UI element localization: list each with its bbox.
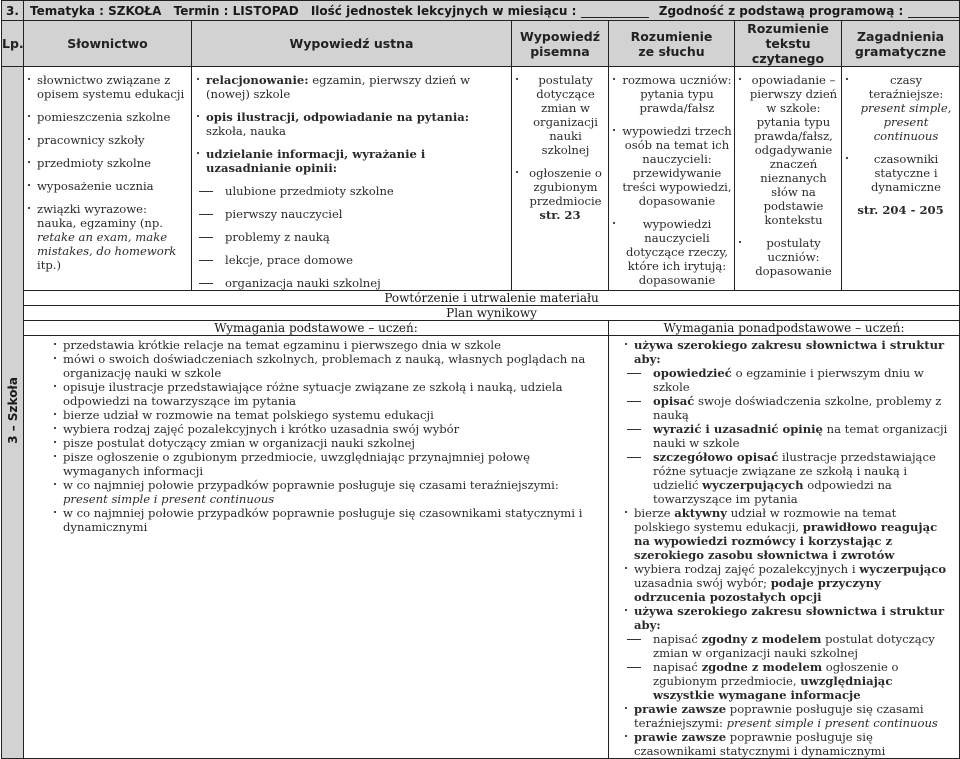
- basic-tense-names: present simple i present continuous: [63, 492, 274, 506]
- vocab-collocation-examples: retake an exam, make mistakes, do homework: [37, 230, 176, 258]
- advanced-subitem: [623, 450, 955, 506]
- header-number: 3.: [2, 1, 24, 21]
- basic-tense-text: w co najmniej połowie przypadków poprawnie posługuje się czasami teraźniejszymi:: [63, 478, 559, 492]
- advanced-emphasis: opisać: [653, 394, 694, 408]
- advanced-text: ilustracje przedstawiające różne sytuacje związane ze szkołą i nauką i udzielić: [653, 450, 936, 492]
- reading-item: · postulaty uczniów: dopasowanie: [737, 236, 839, 278]
- col-vocabulary: Słownictwo: [24, 21, 192, 67]
- oral-text: egzamin, pierwszy dzień w (nowej) szkole: [206, 73, 470, 101]
- vocab-collocation-end: itp.): [37, 258, 61, 272]
- oral-item: [195, 73, 507, 101]
- grammar-page-ref: str. 204 - 205: [844, 203, 957, 217]
- advanced-text: napisać: [653, 632, 698, 646]
- advanced-subitem: [623, 660, 955, 702]
- vocab-collocations: związki wyrazowe: nauka, egzaminy (np.: [37, 202, 163, 230]
- advanced-subitem: [623, 422, 955, 450]
- written-item: · postulaty dotyczące zmian w organizacji nauki szkolnej: [514, 73, 606, 157]
- advanced-item: [623, 562, 955, 604]
- grammar-item: [844, 73, 957, 143]
- col-written-line2: pisemna: [530, 44, 590, 59]
- column-header-row: [2, 21, 960, 67]
- oral-subitem: lekcje, prace domowe: [195, 253, 507, 267]
- advanced-text: ogłoszenie o zgubionym przedmiocie,: [653, 660, 899, 688]
- col-grammar-line1: Zagadnienia: [857, 29, 944, 44]
- col-oral: Wypowiedź ustna: [192, 21, 512, 67]
- grammar-cell: [842, 67, 960, 291]
- advanced-text: udział w rozmowie na temat polskiego systemu edukacji,: [634, 506, 896, 534]
- curriculum-table: [1, 0, 960, 759]
- advanced-emphasis: szczegółowo opisać: [653, 450, 778, 464]
- advanced-text: swoje doświadczenia szkolne, problemy z nauką: [653, 394, 941, 422]
- header-compliance-blank: [908, 5, 960, 18]
- plan-row: [2, 306, 960, 321]
- advanced-emphasis: zgodne z modelem: [702, 660, 823, 674]
- listening-item: · rozmowa uczniów: pytania typu prawda/fałsz: [611, 73, 732, 115]
- advanced-emphasis: opowiedzieć: [653, 366, 732, 380]
- side-label: 3 – Szkoła: [6, 377, 20, 444]
- oral-subitem: pierwszy nauczyciel: [195, 207, 507, 221]
- grammar-item: · czasowniki statyczne i dynamiczne: [844, 152, 957, 194]
- advanced-text: wybiera rodzaj zajęć pozalekcyjnych i: [634, 562, 856, 576]
- advanced-emphasis: podaje przyczyny odrzucenia pozostałych opcji: [634, 576, 881, 604]
- basic-item: · mówi o swoich doświadczeniach szkolnych, problemach z nauką, własnych poglądach na organizację nauki w szkole: [52, 352, 604, 380]
- basic-item: · w co najmniej połowie przypadków poprawnie posługuje się czasownikami statycznymi i dynamicznymi: [52, 506, 604, 534]
- vocab-item: [26, 202, 187, 272]
- oral-label: relacjonowanie:: [206, 73, 309, 87]
- col-reading-line2: tekstu czytanego: [752, 36, 824, 66]
- basic-heading: Wymagania podstawowe – uczeń:: [24, 321, 609, 336]
- oral-item: · udzielanie informacji, wyrażanie i uzasadnianie opinii:: [195, 147, 507, 175]
- basic-item: · bierze udział w rozmowie na temat polskiego systemu edukacji: [52, 408, 604, 422]
- review-label: Powtórzenie i utrwalenie materiału: [24, 291, 960, 306]
- header-compliance: Zgodność z podstawą programową :: [659, 4, 904, 18]
- advanced-emphasis: uwzględniając wszystkie wymagane informacje: [653, 674, 892, 702]
- written-item: · ogłoszenie o zgubionym przedmiocie: [514, 166, 606, 208]
- col-listening-line1: Rozumienie: [631, 29, 713, 44]
- advanced-text: napisać: [653, 660, 698, 674]
- vocab-item: · pracownicy szkoły: [26, 133, 187, 147]
- listening-cell: [609, 67, 735, 291]
- advanced-text: o egzaminie i pierwszym dniu w szkole: [653, 366, 924, 394]
- advanced-item: · używa szerokiego zakresu słownictwa i struktur aby:: [623, 338, 955, 366]
- advanced-item: [623, 506, 955, 562]
- listening-item: · wypowiedzi trzech osób na temat ich nauczycieli: przewidywanie treści wypowiedzi, dopasowanie: [611, 124, 732, 208]
- oral-text: szkoła, nauka: [206, 124, 286, 138]
- oral-label: opis ilustracji, odpowiadanie na pytania:: [206, 110, 469, 124]
- oral-subitem: organizacja nauki szkolnej: [195, 276, 507, 290]
- advanced-text: bierze: [634, 506, 671, 520]
- advanced-emphasis: wyczerpująco: [859, 562, 946, 576]
- advanced-emphasis: prawidłowo reagując na wypowiedzi rozmówcy i korzystając z szerokiego zasobu słownictwa i zwrotów: [634, 520, 937, 562]
- reading-cell: [735, 67, 842, 291]
- col-written-line1: Wypowiedź: [520, 29, 600, 44]
- col-reading-line1: Rozumienie: [747, 21, 829, 36]
- basic-item: · przedstawia krótkie relacje na temat egzaminu i pierwszego dnia w szkole: [52, 338, 604, 352]
- reading-item: · opowiadanie – pierwszy dzień w szkole: pytania typu prawda/fałsz, odgadywanie znaczeń nieznanych słów na podstawie kontekstu: [737, 73, 839, 227]
- advanced-tense-names: present simple i present continuous: [727, 716, 938, 730]
- advanced-item: [623, 702, 955, 730]
- col-listening-line2: ze słuchu: [638, 44, 704, 59]
- basic-item: [52, 478, 604, 506]
- col-written: [512, 21, 609, 67]
- advanced-requirements-cell: [609, 336, 960, 759]
- col-grammar: [842, 21, 960, 67]
- written-page-ref: str. 23: [514, 208, 606, 222]
- advanced-text: poprawnie posługuje się czasownikami statycznymi i dynamicznymi: [634, 730, 885, 758]
- oral-cell: [192, 67, 512, 291]
- basic-item: · opisuje ilustracje przedstawiające różne sytuacje związane ze szkołą i nauką, udziela odpowiedzi na towarzyszące im pytania: [52, 380, 604, 408]
- header-row: [2, 1, 960, 21]
- oral-subitem: ulubione przedmioty szkolne: [195, 184, 507, 198]
- advanced-text: postulat dotyczący zmian w organizacji nauki szkolnej: [653, 632, 935, 660]
- vocab-item: · pomieszczenia szkolne: [26, 110, 187, 124]
- advanced-emphasis: prawie zawsze: [634, 730, 726, 744]
- advanced-item: · używa szerokiego zakresu słownictwa i struktur aby:: [623, 604, 955, 632]
- basic-item: · pisze ogłoszenie o zgubionym przedmiocie, uwzględniając przynajmniej połowę wymaganych informacji: [52, 450, 604, 478]
- header-topic: Tematyka : SZKOŁA: [30, 4, 161, 18]
- col-lp: Lp.: [2, 21, 24, 67]
- advanced-heading: Wymagania ponadpodstawowe – uczeń:: [609, 321, 960, 336]
- advanced-emphasis: zgodny z modelem: [702, 632, 822, 646]
- oral-item: [195, 110, 507, 138]
- advanced-emphasis: wyrazić i uzasadnić opinię: [653, 422, 823, 436]
- advanced-emphasis: aktywny: [674, 506, 727, 520]
- listening-item: · wypowiedzi nauczycieli dotyczące rzeczy, które ich irytują: dopasowanie: [611, 217, 732, 287]
- vocab-item: · słownictwo związane z opisem systemu edukacji: [26, 73, 187, 101]
- written-cell: [512, 67, 609, 291]
- content-row: [2, 67, 960, 291]
- col-listening: [609, 21, 735, 67]
- basic-item: · pisze postulat dotyczący zmian w organizacji nauki szkolnej: [52, 436, 604, 450]
- oral-subitem: problemy z nauką: [195, 230, 507, 244]
- header-hours: Ilość jednostek lekcyjnych w miesiącu :: [311, 4, 577, 18]
- side-label-cell: [2, 67, 24, 759]
- advanced-text: poprawnie posługuje się czasami teraźniejszymi:: [634, 702, 924, 730]
- basic-requirements-cell: [24, 336, 609, 759]
- advanced-subitem: [623, 394, 955, 422]
- grammar-tenses: present simple, present continuous: [861, 101, 952, 143]
- vocabulary-cell: [24, 67, 192, 291]
- requirements-row: [2, 336, 960, 759]
- vocab-item: · wyposażenie ucznia: [26, 179, 187, 193]
- col-reading: [735, 21, 842, 67]
- plan-label: Plan wynikowy: [24, 306, 960, 321]
- vocab-item: · przedmioty szkolne: [26, 156, 187, 170]
- requirements-heading-row: [2, 321, 960, 336]
- basic-item: · wybiera rodzaj zajęć pozalekcyjnych i krótko uzasadnia swój wybór: [52, 422, 604, 436]
- col-grammar-line2: gramatyczne: [855, 44, 946, 59]
- header-term: Termin : LISTOPAD: [174, 4, 299, 18]
- advanced-subitem: [623, 632, 955, 660]
- advanced-text: uzasadnia swój wybór;: [634, 576, 767, 590]
- advanced-text: na temat organizacji nauki w szkole: [653, 422, 947, 450]
- review-row: [2, 291, 960, 306]
- grammar-label: czasy teraźniejsze:: [869, 73, 944, 101]
- advanced-emphasis: wyczerpujących: [702, 478, 803, 492]
- advanced-subitem: [623, 366, 955, 394]
- advanced-text: odpowiedzi na towarzyszące im pytania: [653, 478, 892, 506]
- header-info: [24, 1, 960, 21]
- advanced-emphasis: prawie zawsze: [634, 702, 726, 716]
- header-hours-blank: [581, 5, 649, 18]
- advanced-item: [623, 730, 955, 758]
